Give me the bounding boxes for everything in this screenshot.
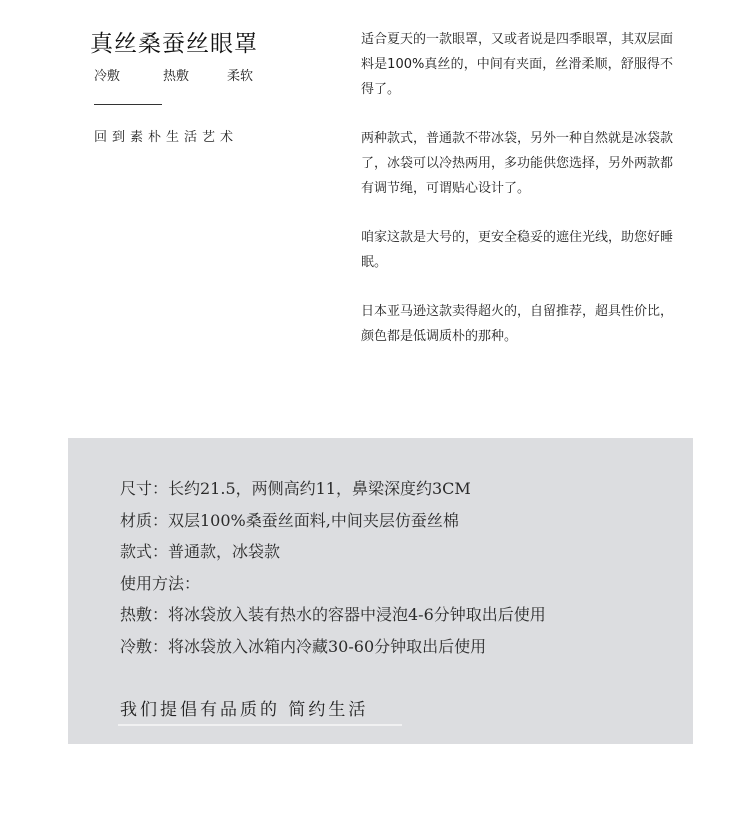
spec-cold-compress: 冷敷：将冰袋放入冰箱内冷藏30-60分钟取出后使用 — [120, 636, 487, 656]
slogan-underline — [118, 724, 402, 726]
title-divider — [94, 104, 162, 105]
spec-material: 材质：双层100%桑蚕丝面料,中间夹层仿蚕丝棉 — [120, 510, 459, 530]
tag-soft: 柔软 — [227, 69, 254, 84]
product-title: 真丝桑蚕丝眼罩 — [90, 31, 258, 57]
description-paragraph: 日本亚马逊这款卖得超火的，自留推荐，超具性价比，颜色都是低调质朴的那种。 — [361, 304, 674, 344]
spec-usage-heading: 使用方法： — [120, 573, 201, 593]
description-paragraph: 咱家这款是大号的，更安全稳妥的遮住光线，助您好睡眠。 — [361, 230, 674, 270]
spec-size: 尺寸：长约21.5，两侧高约11，鼻梁深度约3CM — [120, 479, 471, 498]
tag-hot-compress: 热敷 — [163, 69, 190, 84]
spec-hot-compress: 热敷：将冰袋放入装有热水的容器中浸泡4-6分钟取出后使用 — [120, 605, 546, 624]
description-paragraph: 两种款式，普通款不带冰袋，另外一种自然就是冰袋款了，冰袋可以冷热两用，多功能供您选择，另外两款都有调节绳，可谓贴心设计了。 — [361, 131, 674, 196]
spec-list — [120, 473, 680, 662]
brand-motto: 回到素朴生活艺术 — [94, 130, 239, 145]
spec-style: 款式：普通款，冰袋款 — [120, 542, 281, 561]
specification-panel — [68, 438, 693, 744]
product-description — [361, 27, 673, 373]
quality-slogan: 我们提倡有品质的 简约生活 — [120, 700, 369, 720]
description-paragraph: 适合夏天的一款眼罩，又或者说是四季眼罩，其双层面料是100%真丝的，中间有夹面，丝滑柔顺，舒服得不得了。 — [361, 32, 674, 97]
tag-cold-compress: 冷敷 — [94, 69, 121, 84]
